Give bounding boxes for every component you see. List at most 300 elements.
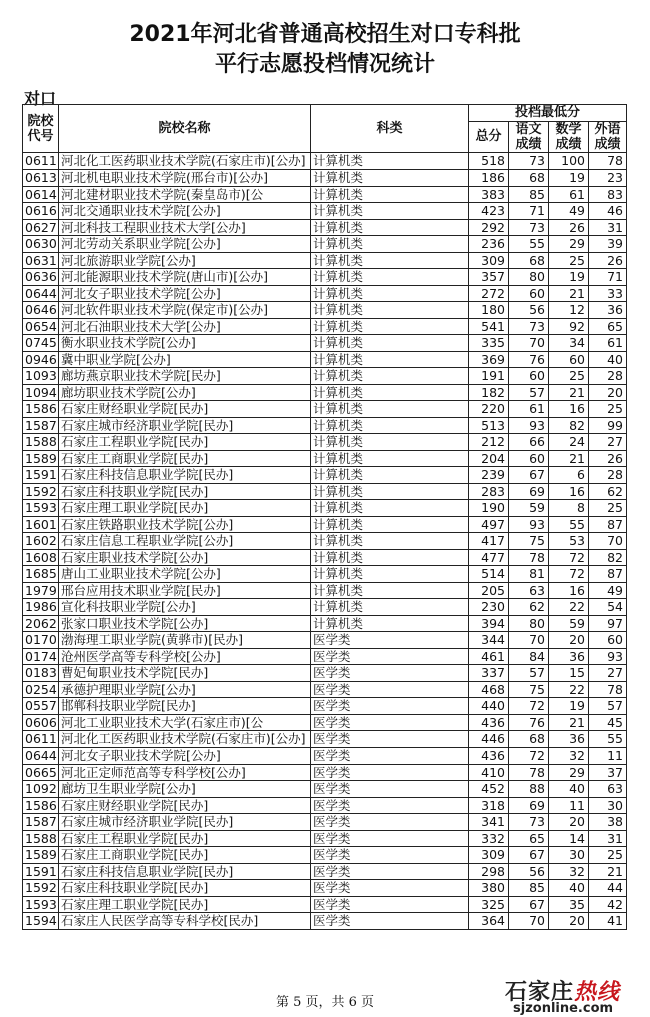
cell-total: 230 [469,599,509,616]
header-chinese: 语文成绩 [509,122,549,153]
cell-total: 436 [469,748,509,765]
cell-category: 医学类 [311,797,469,814]
cell-chinese: 68 [509,252,549,269]
cell-total: 369 [469,351,509,368]
cell-category: 医学类 [311,681,469,698]
cell-category: 计算机类 [311,516,469,533]
cell-math: 36 [549,731,589,748]
cell-foreign: 28 [589,467,627,484]
cell-foreign: 97 [589,615,627,632]
cell-code: 1587 [23,814,59,831]
cell-math: 55 [549,516,589,533]
cell-name: 冀中职业学院[公办] [59,351,311,368]
cell-category: 计算机类 [311,500,469,517]
table-row [23,913,627,930]
cell-foreign: 11 [589,748,627,765]
cell-total: 446 [469,731,509,748]
cell-code: 1986 [23,599,59,616]
cell-math: 40 [549,880,589,897]
cell-category: 计算机类 [311,384,469,401]
cell-name: 沧州医学高等专科学校[公办] [59,648,311,665]
cell-code: 1601 [23,516,59,533]
section-label: 对口 [24,89,57,108]
cell-total: 410 [469,764,509,781]
cell-code: 0613 [23,170,59,187]
cell-name: 廊坊职业技术学院[公办] [59,384,311,401]
cell-category: 计算机类 [311,219,469,236]
cell-math: 19 [549,269,589,286]
cell-foreign: 60 [589,632,627,649]
cell-math: 21 [549,384,589,401]
cell-name: 河北正定师范高等专科学校[公办] [59,764,311,781]
cell-foreign: 36 [589,302,627,319]
cell-category: 计算机类 [311,252,469,269]
cell-name: 石家庄信息工程职业学院[公办] [59,533,311,550]
cell-code: 1608 [23,549,59,566]
table-row [23,764,627,781]
cell-total: 309 [469,847,509,864]
cell-category: 计算机类 [311,434,469,451]
cell-foreign: 33 [589,285,627,302]
cell-total: 283 [469,483,509,500]
cell-code: 0614 [23,186,59,203]
table-row [23,203,627,220]
cell-code: 1592 [23,880,59,897]
table-row [23,830,627,847]
header-math: 数学成绩 [549,122,589,153]
cell-total: 190 [469,500,509,517]
cell-code: 0644 [23,748,59,765]
cell-name: 石家庄财经职业学院[民办] [59,797,311,814]
cell-code: 1591 [23,863,59,880]
cell-name: 廊坊卫生职业学院[公办] [59,781,311,798]
cell-name: 河北机电职业技术学院(邢台市)[公办] [59,170,311,187]
cell-code: 1586 [23,401,59,418]
cell-category: 医学类 [311,698,469,715]
cell-foreign: 40 [589,351,627,368]
cell-category: 计算机类 [311,318,469,335]
cell-chinese: 76 [509,351,549,368]
cell-category: 医学类 [311,748,469,765]
table-row [23,698,627,715]
cell-total: 318 [469,797,509,814]
cell-name: 河北女子职业技术学院[公办] [59,748,311,765]
cell-math: 82 [549,417,589,434]
cell-chinese: 62 [509,599,549,616]
cell-foreign: 83 [589,186,627,203]
cell-foreign: 21 [589,863,627,880]
cell-total: 423 [469,203,509,220]
cell-total: 292 [469,219,509,236]
table-row [23,582,627,599]
header-code: 院校代号 [23,105,59,153]
cell-foreign: 71 [589,269,627,286]
cell-category: 计算机类 [311,368,469,385]
cell-category: 计算机类 [311,549,469,566]
cell-total: 364 [469,913,509,930]
cell-math: 20 [549,632,589,649]
cell-code: 1092 [23,781,59,798]
cell-category: 计算机类 [311,302,469,319]
table-row [23,748,627,765]
cell-chinese: 67 [509,896,549,913]
cell-foreign: 42 [589,896,627,913]
cell-chinese: 71 [509,203,549,220]
cell-name: 石家庄城市经济职业学院[民办] [59,417,311,434]
cell-name: 河北石油职业技术大学[公办] [59,318,311,335]
header-min-score: 投档最低分 [469,105,627,122]
cell-total: 357 [469,269,509,286]
cell-chinese: 60 [509,285,549,302]
cell-category: 计算机类 [311,483,469,500]
cell-chinese: 70 [509,913,549,930]
cell-category: 计算机类 [311,285,469,302]
table-row [23,384,627,401]
cell-math: 35 [549,896,589,913]
table-row [23,665,627,682]
cell-code: 0557 [23,698,59,715]
cell-foreign: 38 [589,814,627,831]
cell-category: 计算机类 [311,615,469,632]
cell-math: 21 [549,714,589,731]
cell-chinese: 56 [509,302,549,319]
cell-chinese: 93 [509,516,549,533]
cell-total: 394 [469,615,509,632]
cell-name: 河北女子职业技术学院[公办] [59,285,311,302]
cell-total: 180 [469,302,509,319]
cell-foreign: 54 [589,599,627,616]
cell-code: 1594 [23,913,59,930]
cell-category: 医学类 [311,863,469,880]
cell-math: 100 [549,153,589,170]
table-row [23,335,627,352]
cell-math: 22 [549,599,589,616]
cell-foreign: 57 [589,698,627,715]
cell-math: 6 [549,467,589,484]
cell-name: 石家庄科技职业学院[民办] [59,880,311,897]
table-row [23,302,627,319]
cell-total: 236 [469,236,509,253]
table-row [23,533,627,550]
cell-foreign: 26 [589,252,627,269]
cell-category: 医学类 [311,880,469,897]
cell-code: 1586 [23,797,59,814]
cell-name: 石家庄工程职业学院[民办] [59,434,311,451]
cell-total: 309 [469,252,509,269]
cell-foreign: 31 [589,219,627,236]
cell-chinese: 70 [509,632,549,649]
cell-category: 计算机类 [311,203,469,220]
cell-chinese: 76 [509,714,549,731]
cell-total: 191 [469,368,509,385]
cell-total: 332 [469,830,509,847]
cell-name: 河北能源职业技术学院(唐山市)[公办] [59,269,311,286]
cell-chinese: 85 [509,880,549,897]
cell-math: 92 [549,318,589,335]
cell-total: 514 [469,566,509,583]
cell-total: 468 [469,681,509,698]
cell-chinese: 61 [509,401,549,418]
cell-total: 383 [469,186,509,203]
cell-category: 医学类 [311,665,469,682]
cell-code: 0254 [23,681,59,698]
cell-foreign: 87 [589,516,627,533]
cell-foreign: 37 [589,764,627,781]
table-row [23,186,627,203]
header-name: 院校名称 [59,105,311,153]
table-row [23,615,627,632]
cell-chinese: 55 [509,236,549,253]
cell-code: 1094 [23,384,59,401]
cell-foreign: 27 [589,665,627,682]
cell-math: 32 [549,748,589,765]
cell-name: 河北科技工程职业技术大学[公办] [59,219,311,236]
table-row [23,368,627,385]
cell-math: 60 [549,351,589,368]
cell-foreign: 62 [589,483,627,500]
cell-chinese: 56 [509,863,549,880]
cell-total: 497 [469,516,509,533]
header-total: 总分 [469,122,509,153]
cell-name: 石家庄人民医学高等专科学校[民办] [59,913,311,930]
cell-math: 40 [549,781,589,798]
table-row [23,467,627,484]
cell-total: 417 [469,533,509,550]
cell-category: 医学类 [311,814,469,831]
cell-chinese: 60 [509,368,549,385]
cell-code: 1093 [23,368,59,385]
cell-total: 239 [469,467,509,484]
cell-code: 0636 [23,269,59,286]
cell-name: 石家庄工商职业学院[民办] [59,450,311,467]
cell-math: 16 [549,401,589,418]
cell-category: 计算机类 [311,153,469,170]
cell-name: 宣化科技职业学院[公办] [59,599,311,616]
table-row [23,285,627,302]
cell-total: 337 [469,665,509,682]
cell-category: 医学类 [311,632,469,649]
cell-chinese: 67 [509,847,549,864]
cell-chinese: 81 [509,566,549,583]
cell-math: 12 [549,302,589,319]
cell-math: 29 [549,764,589,781]
table-row [23,880,627,897]
table-row [23,500,627,517]
cell-math: 11 [549,797,589,814]
cell-code: 1591 [23,467,59,484]
table-row [23,781,627,798]
cell-foreign: 93 [589,648,627,665]
cell-chinese: 75 [509,533,549,550]
cell-math: 72 [549,549,589,566]
cell-name: 河北建材职业技术学院(秦皇岛市)[公 [59,186,311,203]
cell-math: 59 [549,615,589,632]
cell-name: 廊坊燕京职业技术学院[民办] [59,368,311,385]
cell-category: 计算机类 [311,566,469,583]
cell-foreign: 55 [589,731,627,748]
logo-site: sjzonline.com [513,1001,614,1016]
table-row [23,681,627,698]
cell-name: 石家庄理工职业学院[民办] [59,896,311,913]
cell-code: 1593 [23,896,59,913]
cell-foreign: 41 [589,913,627,930]
cell-math: 30 [549,847,589,864]
cell-chinese: 85 [509,186,549,203]
cell-chinese: 67 [509,467,549,484]
cell-code: 1588 [23,830,59,847]
cell-foreign: 78 [589,153,627,170]
cell-chinese: 70 [509,335,549,352]
cell-foreign: 25 [589,500,627,517]
cell-name: 唐山工业职业技术学院[公办] [59,566,311,583]
cell-chinese: 80 [509,615,549,632]
cell-math: 24 [549,434,589,451]
cell-foreign: 87 [589,566,627,583]
cell-math: 25 [549,252,589,269]
cell-category: 计算机类 [311,599,469,616]
cell-name: 邯郸科技职业学院[民办] [59,698,311,715]
cell-code: 0644 [23,285,59,302]
cell-name: 石家庄铁路职业技术学院[公办] [59,516,311,533]
cell-math: 72 [549,566,589,583]
cell-name: 石家庄职业技术学院[公办] [59,549,311,566]
cell-name: 石家庄科技职业学院[民办] [59,483,311,500]
cell-chinese: 72 [509,698,549,715]
page-subtitle: 平行志愿投档情况统计 [214,52,435,77]
table-row [23,599,627,616]
cell-code: 0646 [23,302,59,319]
cell-chinese: 63 [509,582,549,599]
cell-chinese: 78 [509,764,549,781]
cell-math: 20 [549,913,589,930]
table-row [23,483,627,500]
cell-code: 0631 [23,252,59,269]
table-row [23,153,627,170]
cell-math: 29 [549,236,589,253]
table-row [23,434,627,451]
table-row [23,814,627,831]
cell-name: 张家口职业技术学院[公办] [59,615,311,632]
table-row [23,351,627,368]
table-row [23,252,627,269]
cell-code: 0630 [23,236,59,253]
table-row [23,863,627,880]
cell-math: 22 [549,681,589,698]
cell-chinese: 73 [509,318,549,335]
watermark-logo [505,975,645,1015]
cell-code: 0745 [23,335,59,352]
cell-math: 19 [549,698,589,715]
cell-category: 医学类 [311,781,469,798]
cell-name: 河北旅游职业学院[公办] [59,252,311,269]
cell-name: 河北工业职业技术大学(石家庄市)[公 [59,714,311,731]
cell-total: 344 [469,632,509,649]
cell-foreign: 63 [589,781,627,798]
cell-chinese: 57 [509,384,549,401]
cell-foreign: 25 [589,847,627,864]
cell-code: 0654 [23,318,59,335]
admission-table [22,104,627,930]
cell-name: 石家庄科技信息职业学院[民办] [59,863,311,880]
cell-code: 1685 [23,566,59,583]
cell-foreign: 70 [589,533,627,550]
cell-math: 32 [549,863,589,880]
cell-total: 212 [469,434,509,451]
cell-code: 1593 [23,500,59,517]
cell-chinese: 72 [509,748,549,765]
cell-total: 380 [469,880,509,897]
cell-chinese: 80 [509,269,549,286]
cell-category: 医学类 [311,648,469,665]
cell-name: 河北软件职业技术学院(保定市)[公办] [59,302,311,319]
cell-foreign: 27 [589,434,627,451]
table-row [23,632,627,649]
cell-math: 25 [549,368,589,385]
cell-category: 计算机类 [311,467,469,484]
cell-total: 452 [469,781,509,798]
cell-code: 1588 [23,434,59,451]
cell-math: 49 [549,203,589,220]
cell-category: 计算机类 [311,335,469,352]
cell-foreign: 82 [589,549,627,566]
cell-category: 计算机类 [311,236,469,253]
cell-name: 石家庄理工职业学院[民办] [59,500,311,517]
cell-code: 1589 [23,450,59,467]
cell-code: 1602 [23,533,59,550]
cell-chinese: 69 [509,797,549,814]
cell-category: 医学类 [311,847,469,864]
cell-foreign: 99 [589,417,627,434]
cell-chinese: 57 [509,665,549,682]
logo-text: 石家庄 [505,980,575,1005]
cell-chinese: 59 [509,500,549,517]
table-row [23,714,627,731]
cell-category: 计算机类 [311,351,469,368]
table-row [23,170,627,187]
cell-math: 14 [549,830,589,847]
cell-name: 邢台应用技术职业学院[民办] [59,582,311,599]
table-row [23,417,627,434]
cell-chinese: 68 [509,170,549,187]
cell-foreign: 61 [589,335,627,352]
cell-math: 15 [549,665,589,682]
cell-name: 渤海理工职业学院(黄骅市)[民办] [59,632,311,649]
cell-code: 0611 [23,153,59,170]
cell-name: 曹妃甸职业技术学院[民办] [59,665,311,682]
cell-foreign: 45 [589,714,627,731]
cell-total: 513 [469,417,509,434]
cell-chinese: 73 [509,153,549,170]
cell-chinese: 66 [509,434,549,451]
cell-name: 河北化工医药职业技术学院(石家庄市)[公办] [59,731,311,748]
header-foreign: 外语成绩 [589,122,627,153]
cell-math: 53 [549,533,589,550]
cell-code: 0611 [23,731,59,748]
table-body [23,153,627,930]
cell-category: 计算机类 [311,186,469,203]
cell-chinese: 75 [509,681,549,698]
cell-category: 计算机类 [311,417,469,434]
table-row [23,847,627,864]
cell-code: 0183 [23,665,59,682]
cell-foreign: 28 [589,368,627,385]
cell-total: 341 [469,814,509,831]
table-row [23,269,627,286]
cell-category: 医学类 [311,830,469,847]
table-row [23,797,627,814]
cell-code: 1979 [23,582,59,599]
cell-chinese: 73 [509,814,549,831]
